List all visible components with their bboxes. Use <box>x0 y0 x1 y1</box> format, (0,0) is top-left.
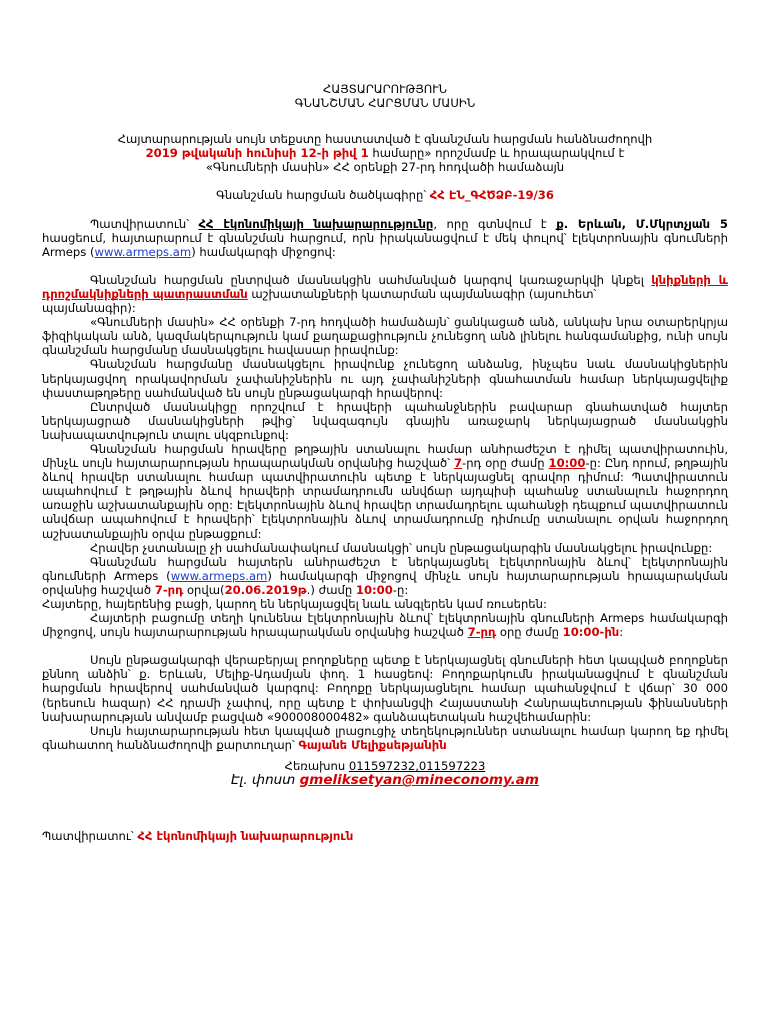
contract-text-1: Գնանշման հարցման ընտրված մասնակցին սահմանված կարգով կառաջարկվի կնքել <box>90 272 652 287</box>
invitation-text-2: -րդ օրը ժամը <box>462 456 549 471</box>
email-line <box>42 773 728 787</box>
email-label: Էլ. փոստ <box>231 772 300 789</box>
submission-date: 20.06.2019թ <box>224 582 307 597</box>
invitation-text-3: -ը: Ընդ որում, թղթային ձևով հրավեր ստանալու համար պատվիրատուին պետք է ներկայացնել գրավոր դիմում: Պատվիրատուն ապահովում է թղթային ձևով հրավերի տրամադրումն անվճար այդպիսի պահանջ ստանալուն հաջորդող առաջին աշխատանքային օրը: Էլեկտրոնային ձևով հրավեր տրամադրելու պահանջի դեպքում պատվիրատուն անվճար ապահովում է հրավերի՝ էլեկտրոնային ձևով տրամադրումը դիմումը ստանալու օրվան հաջորդող աշխատանքային օրվա ընթացքում: <box>42 456 728 541</box>
intro-text-a: Հայտարարության սույն տեքստը հաստատված է գնանշման հարցման հանձնաժողովի <box>117 132 653 147</box>
footer-customer <box>42 829 728 843</box>
intro-text-b: համարը» որոշմամբ և հրապարակվում է <box>368 146 625 161</box>
submission-text-2: ) համակարգի միջոցով մինչև սույն հայտարարության հրապարակման օրվանից հաշված <box>42 568 728 597</box>
qualification-paragraph: Գնանշման հարցմանը մասնակցելու իրավունք չունեցող անձանց, ինչպես նաև մասնակիցներին ներկայացվող որակավորման չափանիշներին ու այդ չափանիշների գնահատման համար ներկայացվելիք փաստաթղթերը սահմանված են սույն ընթացակարգի հրավերով: <box>42 357 728 400</box>
no-invitation-paragraph: Հրավեր չստանալը չի սահմանափակում մասնակցի՝ սույն ընթացակարգին մասնակցելու իրավունքը: <box>90 540 713 555</box>
invitation-text-1: Գնանշման հարցման հրավերը թղթային ստանալու համար անհրաժեշտ է դիմել պատվիրատուին, մինչև սույն հայտարարության հրապարակման օրվանից հաշված՝ <box>42 441 728 471</box>
decision-date: 2019 թվականի հունիսի 12-ի թիվ 1 <box>145 146 369 161</box>
submission-paragraph <box>42 555 728 611</box>
phone-number: 011597232,011597223 <box>348 758 486 773</box>
submission-text-1: Գնանշման հարցման հայտերն անհրաժեշտ է ներկայացնել էլեկտրոնային ձևով՝ էլեկտրոնային գնումների Armeps ( <box>42 554 728 583</box>
customer-text-2: , որը գտնվում է <box>433 216 557 231</box>
submission-text-5: -ը: <box>392 582 409 597</box>
footer-label: Պատվիրատու՝ <box>42 829 138 844</box>
contract-paragraph <box>42 273 728 315</box>
intro-text-c: «Գնումների մասին» ՀՀ օրենքի 27-րդ հոդվածի համաձայն <box>205 160 565 175</box>
announcement-document <box>42 82 728 843</box>
submission-time: 10:00 <box>355 582 393 597</box>
code-label: Գնանշման հարցման ծածկագիրը՝ <box>216 188 430 203</box>
email-address[interactable]: gmeliksetyan@mineconomy.am <box>299 772 539 789</box>
eligibility-paragraph: «Գնումների մասին» ՀՀ օրենքի 7-րդ հոդվածի համաձայն՝ ցանկացած անձ, անկախ նրա օտարերկրյա ֆիզիկական անձ, կազմակերպություն կամ քաղաքացիություն չունեցող անձ լինելու հանգամանքից, ունի սույն գնանշման հարցմանը մասնակցելու հավասար իրավունք: <box>42 315 728 358</box>
languages-text: Հայտերը, հայերենից բացի, կարող են ներկայացվել նաև անգլերեն կամ ռուսերեն: <box>42 597 547 611</box>
info-text-1: Սույն հայտարարության հետ կապված լրացուցիչ տեղեկություններ ստանալու համար կարող եք դիմել գնահատող հանձնաժողովի քարտուղար՝ <box>42 723 728 752</box>
customer-name: ՀՀ էկոնոմիկայի նախարարությունը <box>198 216 434 231</box>
armeps-link-2[interactable]: www.armeps.am <box>170 568 268 583</box>
secretary-name: Գայանե Մելիքսեթյանին <box>298 737 447 752</box>
opening-text-1: Հայտերի բացումը տեղի կունենա էլեկտրոնային ձևով՝ էլեկտրոնային գնումների Armeps համակարգի միջոցով, սույն հայտարարության հրապարակման օրվանից հաշված <box>42 611 728 640</box>
title-line-2: ԳՆԱՆՇՄԱՆ ՀԱՐՑՄԱՆ ՄԱՍԻՆ <box>294 96 476 111</box>
phone-line <box>42 759 728 773</box>
code-value: ՀՀ ԷՆ_ԳՀԾՁԲ-19/36 <box>429 188 554 203</box>
footer-customer-name: ՀՀ էկոնոմիկայի նախարարություն <box>137 829 354 844</box>
title-line-1: ՀԱՅՏԱՐԱՐՈՒԹՅՈՒՆ <box>323 82 447 96</box>
armeps-link[interactable]: www.armeps.am <box>94 244 192 259</box>
opening-text-2: օրը ժամը <box>496 625 563 640</box>
opening-days: 7-րդ <box>467 625 497 640</box>
procurement-code <box>42 188 728 202</box>
submission-days: 7-րդ <box>154 582 184 597</box>
customer-text-1: Պատվիրատուն՝ <box>90 216 199 231</box>
customer-paragraph <box>42 217 728 259</box>
invitation-paragraph <box>42 442 728 541</box>
contract-text-2: աշխատանքների կատարման պայմանագիր (այսուհետ՝ <box>247 286 597 301</box>
opening-paragraph <box>42 611 728 639</box>
contract-subject: կնիքների և դրոշմակնիքների պատրաստման <box>42 272 728 301</box>
intro-paragraph <box>42 132 728 174</box>
phone-label: Հեռախոս <box>284 758 349 773</box>
invitation-time: 10:00 <box>548 456 586 471</box>
submission-text-3: օրվա( <box>183 582 225 597</box>
opening-text-3: : <box>619 625 624 640</box>
appeals-paragraph: Սույն ընթացակարգի վերաբերյալ բողոքները պետք է ներկայացնել գնումների հետ կապված բողոքներ քննող անձին՝ ք. Երևան, Մելիք-Ադամյան փող. 1 հասցեով: Բողոքարկումն իրականացվում է գնանշման հարցման հրավերով սահմանված կարգով: Բողոքը ներկայացնելու համար պահանջվում է վճար՝ 30 000 (երեսուն հազար) ՀՀ դրամի չափով, որը պետք է փոխանցվի Հայաստանի Հանրապետության ֆինանսների նախարարության անվամբ բացված «900008000482» գանձապետական հաշվեհամարին: <box>42 653 728 724</box>
contract-text-3: պայմանագիր): <box>42 301 136 316</box>
info-paragraph <box>42 724 728 752</box>
opening-time: 10:00-ին <box>562 625 620 640</box>
customer-address: ք. Երևան, Մ.Մկրտչյան 5 <box>556 216 728 231</box>
submission-text-4: .) ժամը <box>306 582 356 597</box>
customer-text-4: ) համակարգի միջոցով: <box>191 244 336 259</box>
selection-paragraph: Ընտրված մասնակիցը որոշվում է հրավերի պահանջներին բավարար գնահատված հայտեր ներկայացրած մասնակիցների թվից՝ նվազագույն գնային առաջարկ ներկայացրած մասնակցին նախապատվություն տալու սկզբունքով: <box>42 399 728 442</box>
customer-text-3: հասցեում, հայտարարում է գնանշման հարցում, որն իրականացվում է մեկ փուլով՝ էլեկտրոնային գնումների Armeps ( <box>42 230 728 259</box>
document-title <box>42 82 728 110</box>
invitation-days: 7 <box>453 456 463 471</box>
